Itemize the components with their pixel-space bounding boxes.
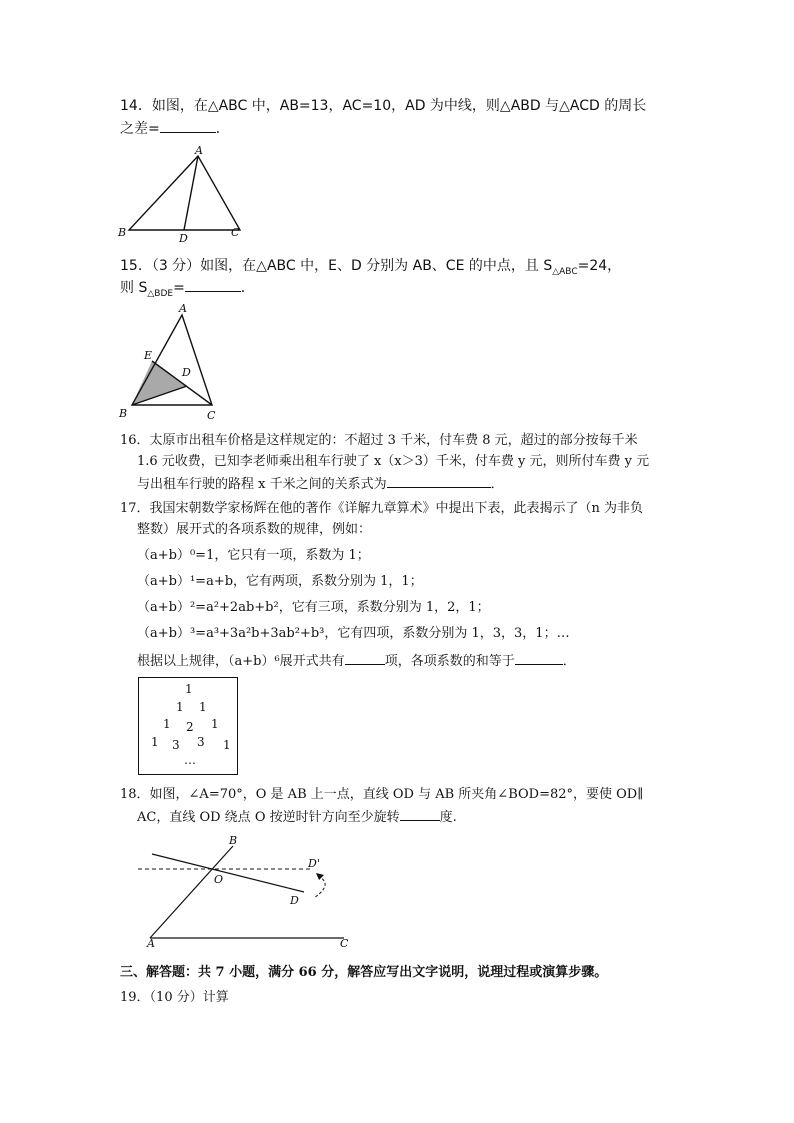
triangle-entry: 3 [172,738,180,752]
q15-text-line2: 则 $S_{\triangle BDE}=$ ． [120,280,255,299]
q18-label-c: C [340,937,349,950]
q17-rule-text: 根据以上规律，（a+b）⁶展开式共有 项，各项系数的和等于 ． [137,651,576,671]
q19-text: 19．（10 分）计算 [120,990,229,1005]
q17-sum-blank[interactable] [515,651,563,665]
triangle-entry: 3 [197,735,205,749]
triangle-entry: 1 [223,738,231,752]
q18-text-line1: 18．如图，∠A=70°，O 是 AB 上一点，直线 OD 与 AB 所夹角∠BOD=82°，要使 OD∥ [120,787,644,802]
q15-triangle-figure [115,300,225,425]
q17-example-2: （a+b）²=a²+2ab+b²，它有三项，系数分别为 1，2，1； [137,600,490,615]
q14-triangle-figure [115,142,250,248]
q18-label-d-prime: D' [308,857,320,870]
q17-example-3: （a+b）³=a³+3a²b+3ab²+b³，它有四项，系数分别为 1，3，3，1；… [137,626,570,641]
section-3-heading: 三、解答题：共 7 小题，满分 66 分，解答应写出文字说明，说理过程或演算步骤。 [120,965,608,980]
q14-answer-blank[interactable] [160,119,216,133]
triangle-entry: 1 [199,700,207,714]
triangle-entry: 1 [185,682,193,696]
q14-text-line2: 之差= ． [120,121,230,137]
q15-label-c: C [207,409,216,422]
q17-terms-blank[interactable] [345,651,385,665]
q18-text-line2: AC，直线 OD 绕点 O 按逆时针方向至少旋转 度. [137,807,457,827]
q14-label-a: A [195,144,203,157]
q15-label-b: B [119,407,128,420]
q18-label-d: D [290,894,299,907]
q15-shaded-region [132,361,187,405]
q17-example-0: （a+b）⁰=1，它只有一项，系数为 1； [137,548,370,563]
q15-label-d: D [182,366,191,379]
q17-example-1: （a+b）¹=a+b，它有两项，系数分别为 1，1； [137,574,423,589]
q15-answer-blank[interactable] [185,278,241,292]
q15-label-e: E [144,349,153,362]
yang-hui-triangle-box [138,677,238,775]
q15-text-line1: 15．（3 分）如图，在△ABC 中，E、D 分别为 AB、CE 的中点，且 $S_{\triangle ABC}=24$， [120,258,622,277]
triangle-entry: 1 [176,700,184,714]
q17-text-line2: 整数）展开式的各项系数的规律，例如： [137,522,372,537]
q16-text-line1: 16．太原市出租车价格是这样规定的：不超过 3 千米，付车费 8 元，超过的部分按每千米 [120,433,638,448]
q18-label-a: A [147,937,155,950]
q18-angle-figure [138,832,363,950]
q14-label-b: B [118,226,127,239]
q14-label-c: C [231,226,240,239]
triangle-entry: 1 [211,717,219,731]
triangle-entry: 1 [151,735,159,749]
q15-label-a: A [179,302,187,315]
triangle-ellipsis: … [184,753,196,767]
q18-label-o: O [214,873,224,886]
q16-text-line2: 1.6 元收费，已知李老师乘出租车行驶了 x（x＞3）千米，付车费 y 元，则所付车费 y 元 [137,454,650,469]
triangle-entry: 2 [186,720,194,734]
triangle-entry: 1 [163,717,171,731]
q16-text-line3: 与出租车行驶的路程 x 千米之间的关系式为 ． [137,474,504,494]
q18-label-b: B [229,834,238,847]
q16-answer-blank[interactable] [387,474,491,488]
q18-answer-blank[interactable] [400,807,440,821]
q14-label-d: D [179,232,188,245]
q14-text-line1: 14．如图，在△ABC 中，AB=13，AC=10，AD 为中线，则△ABD 与△ACD 的周长 [120,98,647,114]
q17-text-line1: 17．我国宋朝数学家杨辉在他的著作《详解九章算术》中提出下表，此表揭示了（n 为非负 [120,501,644,516]
